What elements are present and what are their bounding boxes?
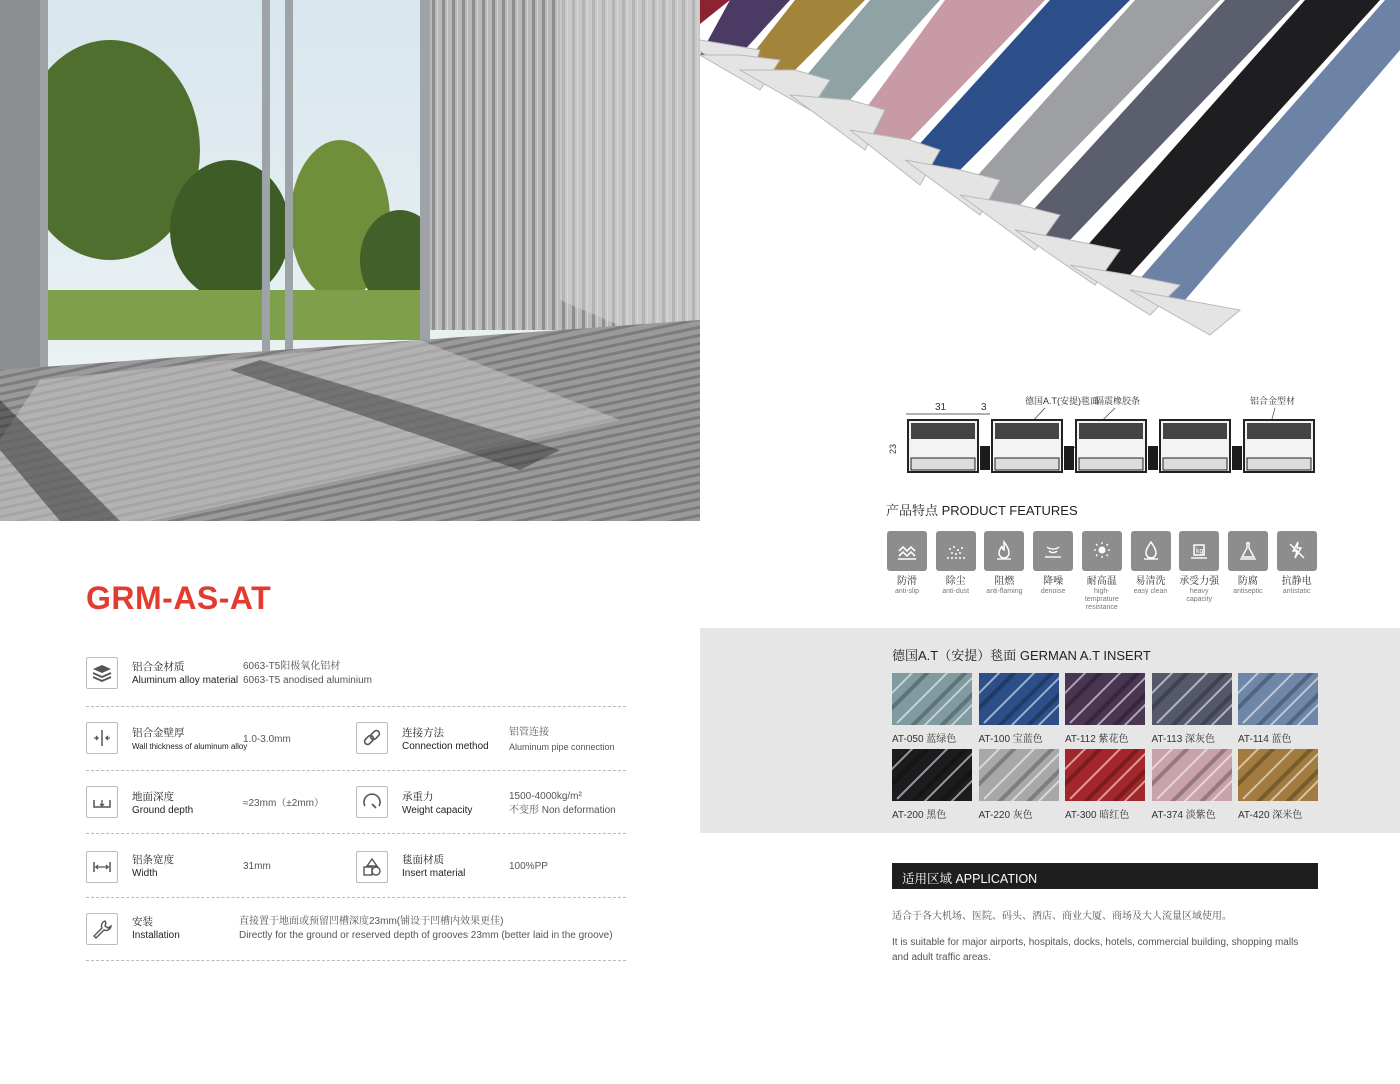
material-label: 铝合金材质 Aluminum alloy material: [132, 661, 239, 686]
insert-swatch: [1238, 673, 1318, 725]
swatch-label: AT-112 紫花色: [1065, 734, 1129, 745]
feature-item: [934, 531, 978, 596]
feature-cn: 易清洗: [1135, 576, 1166, 587]
insert-swatch: [1065, 673, 1145, 725]
svg-text:kg: kg: [1196, 548, 1204, 555]
feature-cn: 耐高温: [1086, 576, 1117, 587]
swatch-label: AT-100 宝蓝色: [978, 734, 1043, 745]
feature-item: [1031, 531, 1075, 596]
feature-cn: 阻燃: [994, 576, 1015, 587]
connection-value: 铝管连接 Aluminum pipe connection: [509, 727, 615, 752]
feature-item: [1080, 531, 1124, 612]
application-title: 适用区域 APPLICATION: [902, 872, 1038, 886]
application-text-cn: 适合于各大机场、医院、码头、酒店、商业大厦、商场及大人流量区域使用。: [892, 911, 1232, 922]
feature-item: [982, 531, 1026, 596]
feature-en: anti-dust: [942, 588, 970, 595]
connection-label: 连接方法 Connection method: [402, 727, 489, 752]
feature-en: high-temprature resistance: [1084, 588, 1119, 611]
installation-label: 安装 Installation: [132, 916, 180, 941]
divider: [86, 960, 626, 961]
swatch-label: AT-200 黑色: [892, 810, 947, 821]
swatch-label: AT-300 暗红色: [1065, 810, 1130, 821]
anti-slip-icon: [887, 531, 927, 571]
insert-swatch: [892, 749, 972, 801]
feature-cn: 承受力强: [1179, 576, 1220, 587]
antistatic-icon: [1277, 531, 1317, 571]
feature-en: easy clean: [1133, 588, 1168, 595]
capacity-label: 承重力 Weight capacity: [402, 791, 473, 816]
insert-title: 德国A.T（安提）毯面 GERMAN A.T INSERT: [892, 648, 1151, 663]
insert-swatch: [979, 749, 1059, 801]
swatch-label: AT-420 深米色: [1238, 810, 1303, 821]
swatch-label: AT-220 灰色: [978, 810, 1033, 821]
feature-cn: 降噪: [1043, 576, 1064, 587]
feature-en: antistatic: [1282, 588, 1311, 595]
installation-value: 直接置于地面或预留凹槽深度23mm(铺设于凹槽内效果更佳) Directly for the ground or reserved depth of grooves 23mm (better laid in the groove): [239, 916, 613, 941]
sun-icon: [1082, 531, 1122, 571]
drop-icon: [1131, 531, 1171, 571]
feature-en: anti-slip: [894, 588, 920, 595]
feature-en: anti-flaming: [986, 588, 1023, 595]
width-value: 31mm: [243, 861, 271, 872]
feature-en: heavy capacity: [1186, 588, 1213, 603]
shapes-icon: [356, 851, 388, 883]
profile-units: [908, 420, 1314, 472]
feature-item: [1129, 531, 1173, 596]
wall-value: 1.0-3.0mm: [243, 734, 291, 745]
dust-icon: [936, 531, 976, 571]
feature-en: antiseptic: [1233, 588, 1263, 595]
width-label: 铝条宽度 Width: [132, 854, 174, 879]
width-icon: [86, 851, 118, 883]
rubber-callout: 隔震橡胶条: [1095, 396, 1141, 406]
divider: [86, 897, 626, 898]
depth-icon: [86, 786, 118, 818]
sound-icon: [1033, 531, 1073, 571]
mat-strips: [700, 0, 1400, 300]
wall-label: 铝合金壁厚 Wall thickness of aluminum alloy: [132, 727, 248, 751]
feature-cn: 抗静电: [1281, 576, 1312, 587]
feature-item: [1226, 531, 1270, 596]
wrench-icon: [86, 913, 118, 945]
depth-value: ≈23mm（±2mm）: [243, 798, 324, 809]
insert-material-value: 100%PP: [509, 861, 548, 872]
insert-callout: 德国A.T(安提)毯面: [1025, 396, 1099, 406]
insert-swatch: [1238, 749, 1318, 801]
weight-icon: [1179, 531, 1219, 571]
entrance-photo: [0, 0, 700, 521]
insert-swatch: [1065, 749, 1145, 801]
swatch-label: AT-050 蓝绿色: [892, 734, 957, 745]
insert-swatch: [1152, 749, 1232, 801]
dim-31-label: 31: [935, 402, 947, 413]
material-value: 6063-T5阳极氧化铝材 6063-T5 anodised aluminium: [243, 661, 372, 686]
insert-material-label: 毯面材质 Insert material: [402, 854, 466, 879]
link-icon: [356, 722, 388, 754]
profile-callout: 铝合金型材: [1250, 396, 1296, 406]
feature-cn: 除尘: [945, 576, 966, 587]
depth-label: 地面深度 Ground depth: [132, 791, 194, 816]
gauge-icon: [356, 786, 388, 818]
dim-23-label: 23: [888, 443, 898, 454]
capacity-value: 1500-4000kg/m² 不变形 Non deformation: [509, 791, 616, 816]
flame-icon: [984, 531, 1024, 571]
application-text-en: It is suitable for major airports, hospitals, docks, hotels, commercial building, shopping malls and adult traffic areas.: [892, 937, 1299, 963]
divider: [86, 770, 626, 771]
insert-swatch: [1152, 673, 1232, 725]
product-mat-photo: [700, 0, 1400, 340]
insert-swatch: [892, 673, 972, 725]
flask-icon: [1228, 531, 1268, 571]
application-bar: [892, 863, 1318, 889]
product-title: GRM-AS-AT: [86, 580, 272, 616]
wall-thickness-icon: [86, 722, 118, 754]
feature-cn: 防腐: [1237, 576, 1258, 587]
swatch-label: AT-113 深灰色: [1151, 734, 1216, 745]
dim-3-label: 3: [981, 402, 987, 413]
features-title: 产品特点 PRODUCT FEATURES: [886, 503, 1078, 518]
feature-item: [885, 531, 929, 596]
insert-swatch: [979, 673, 1059, 725]
cross-section-diagram: [880, 390, 1320, 480]
swatch-label: AT-114 蓝色: [1238, 734, 1292, 745]
feature-cn: 防滑: [897, 576, 917, 587]
feature-item: [1177, 531, 1221, 604]
divider: [86, 706, 626, 707]
divider: [86, 833, 626, 834]
layers-icon: [86, 657, 118, 689]
swatch-label: AT-374 淡紫色: [1151, 810, 1216, 821]
feature-item: [1275, 531, 1319, 596]
feature-en: denoise: [1040, 588, 1066, 595]
